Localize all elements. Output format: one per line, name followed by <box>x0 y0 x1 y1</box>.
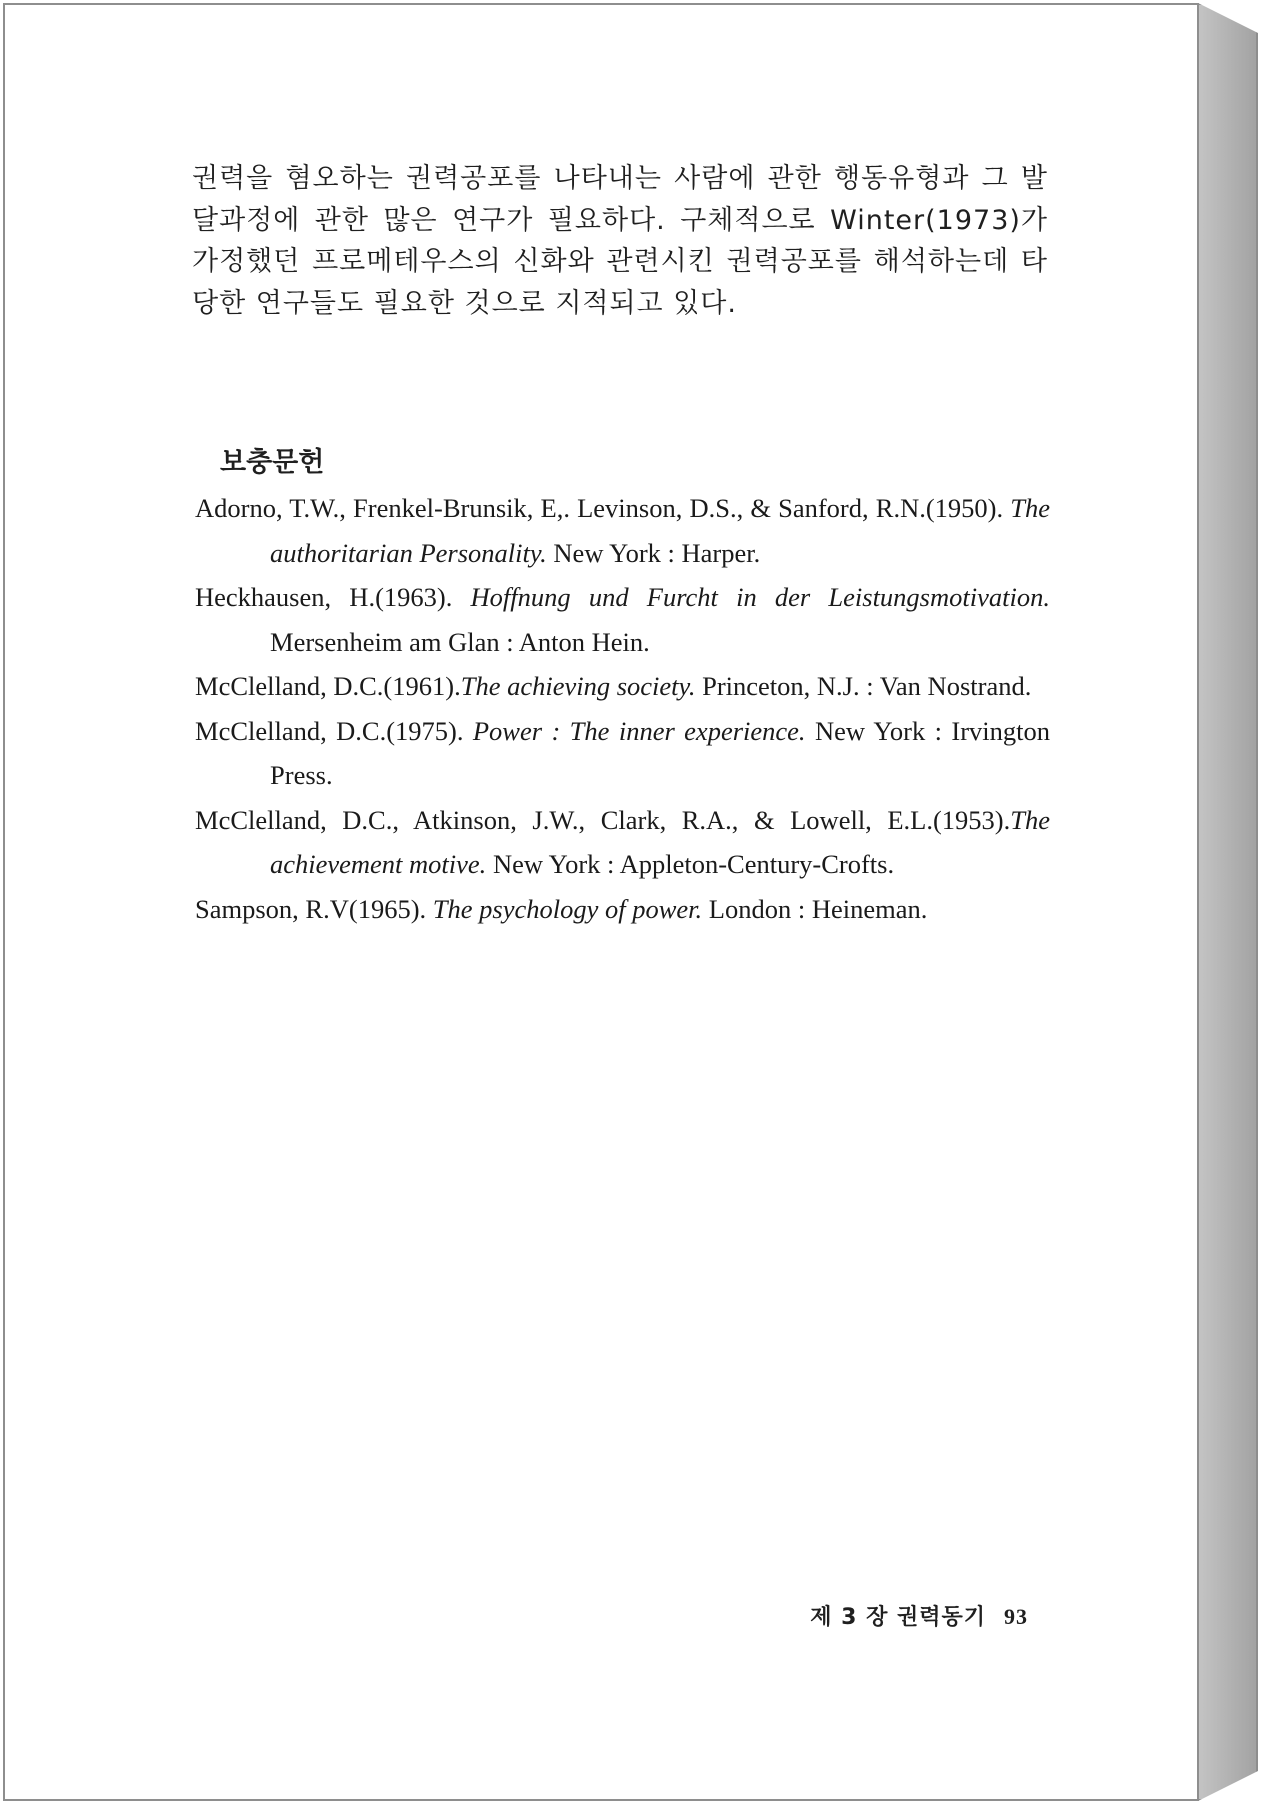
reference-title: The psychology of power. <box>432 893 703 924</box>
reference-title: Hoffnung und Furcht in der Leistungsmotivation. <box>470 582 1050 612</box>
body-paragraph: 권력을 혐오하는 권력공포를 나타내는 사람에 관한 행동유형과 그 발달과정에 관한 많은 연구가 필요하다. 구체적으로 Winter(1973)가 가정했던 프로메테우스의 신화와 관련시킨 권력공포를 해석하는데 타당한 연구들도 필요한 것으로 지적되고 있다. <box>192 163 1048 319</box>
reference-publisher: Mersenheim am Glan : Anton Hein. <box>270 626 650 657</box>
reference-entry <box>195 887 1050 932</box>
reference-authors: Heckhausen, H.(1963). <box>195 582 471 612</box>
reference-title: The achieving society. <box>460 671 696 701</box>
reference-publisher: Princeton, N.J. : Van Nostrand. <box>695 671 1032 701</box>
reference-list <box>195 486 1050 931</box>
reference-entry <box>195 575 1050 664</box>
page-footer <box>810 1600 1028 1631</box>
reference-entry <box>195 486 1050 575</box>
reference-entry <box>195 664 1050 709</box>
reference-title: The achievement motive. <box>270 804 1050 879</box>
reference-publisher: New York : Appleton-Century-Crofts. <box>486 849 895 879</box>
body-text <box>192 158 1048 324</box>
reference-publisher: London : Heineman. <box>702 893 928 924</box>
reference-publisher: New York : Harper. <box>546 537 761 568</box>
chapter-title: 제 3 장 권력동기 <box>810 1605 986 1630</box>
book-spine <box>1198 3 1258 1801</box>
reference-authors: McClelland, D.C.(1975). <box>195 715 473 746</box>
reference-authors: Sampson, R.V(1965). <box>195 893 433 924</box>
reference-entry <box>195 798 1050 887</box>
reference-authors: McClelland, D.C.(1961). <box>195 671 461 701</box>
reference-entry <box>195 709 1050 798</box>
reference-title: Power : The inner experience. <box>472 715 806 746</box>
reference-title: The authoritarian Personality. <box>270 493 1050 568</box>
reference-authors: Adorno, T.W., Frenkel-Brunsik, E,. Levinson, D.S., & Sanford, R.N.(1950). <box>195 493 1011 523</box>
reference-authors: McClelland, D.C., Atkinson, J.W., Clark, R.A., & Lowell, E.L.(1953). <box>195 804 1011 835</box>
section-title: 보충문헌 <box>220 447 325 478</box>
page-number: 93 <box>1004 1604 1028 1629</box>
reference-publisher: New York : Irvington Press. <box>270 715 1050 790</box>
